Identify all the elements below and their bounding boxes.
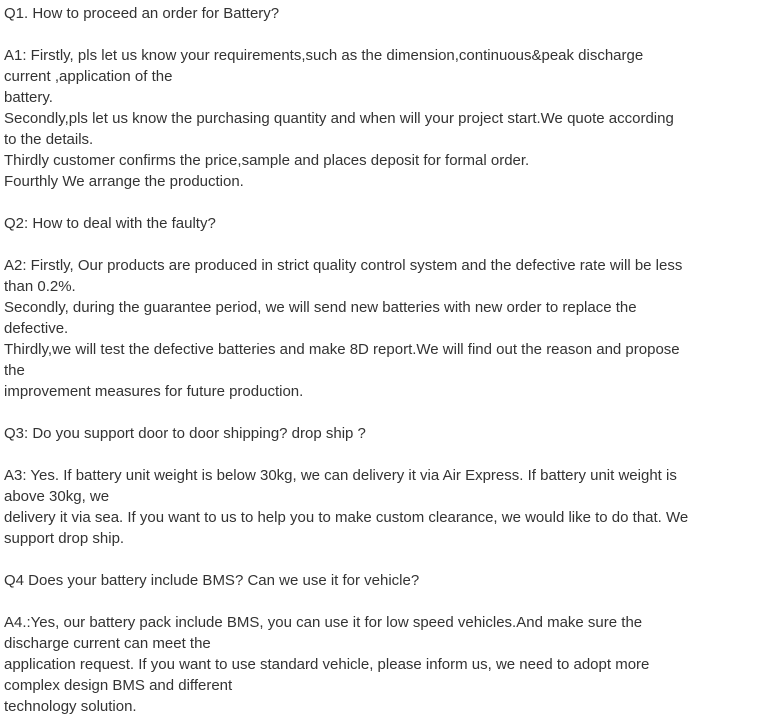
answer-2-line: defective. [4, 320, 69, 337]
answer-2-line: improvement measures for future production. [4, 383, 304, 400]
answer-4-line: application request. If you want to use standard vehicle, please inform us, we need to adopt more [4, 656, 650, 673]
spacer [4, 234, 764, 255]
spacer [4, 24, 764, 45]
answer-4-line: A4.:Yes, our battery pack include BMS, you can use it for low speed vehicles.And make sure the [4, 614, 643, 631]
answer-4-line: complex design BMS and different [4, 677, 233, 694]
answer-1-line: battery. [4, 89, 53, 106]
question-3: Q3: Do you support door to door shipping? drop ship ? [4, 425, 366, 442]
answer-1-line: Fourthly We arrange the production. [4, 173, 244, 190]
answer-3-line: delivery it via sea. If you want to us to help you to make custom clearance, we would like to do that. We [4, 509, 689, 526]
answer-4-line: technology solution. [4, 698, 137, 715]
answer-1-line: current ,application of the [4, 68, 173, 85]
question-1: Q1. How to proceed an order for Battery? [4, 5, 280, 22]
answer-1-line: Secondly,pls let us know the purchasing quantity and when will your project start.We quote according [4, 110, 674, 127]
answer-2-line: Secondly, during the guarantee period, we will send new batteries with new order to replace the [4, 299, 637, 316]
answer-2-line: Thirdly,we will test the defective batteries and make 8D report.We will find out the reason and propose [4, 341, 680, 358]
answer-1-line: A1: Firstly, pls let us know your requirements,such as the dimension,continuous&peak discharge [4, 47, 644, 64]
answer-3-line: A3: Yes. If battery unit weight is below 30kg, we can delivery it via Air Express. If battery unit weight is [4, 467, 677, 484]
spacer [4, 549, 764, 570]
answer-2-line: A2: Firstly, Our products are produced in strict quality control system and the defective rate will be less [4, 257, 683, 274]
spacer [4, 591, 764, 612]
answer-1-line: Thirdly customer confirms the price,sample and places deposit for formal order. [4, 152, 530, 169]
answer-3-line: support drop ship. [4, 530, 125, 547]
answer-4-line: discharge current can meet the [4, 635, 211, 652]
answer-2-line: than 0.2%. [4, 278, 76, 295]
question-2: Q2: How to deal with the faulty? [4, 215, 216, 232]
spacer [4, 402, 764, 423]
answer-1-line: to the details. [4, 131, 94, 148]
spacer [4, 192, 764, 213]
question-4: Q4 Does your battery include BMS? Can we use it for vehicle? [4, 572, 420, 589]
answer-3-line: above 30kg, we [4, 488, 110, 505]
spacer [4, 444, 764, 465]
answer-2-line: the [4, 362, 25, 379]
